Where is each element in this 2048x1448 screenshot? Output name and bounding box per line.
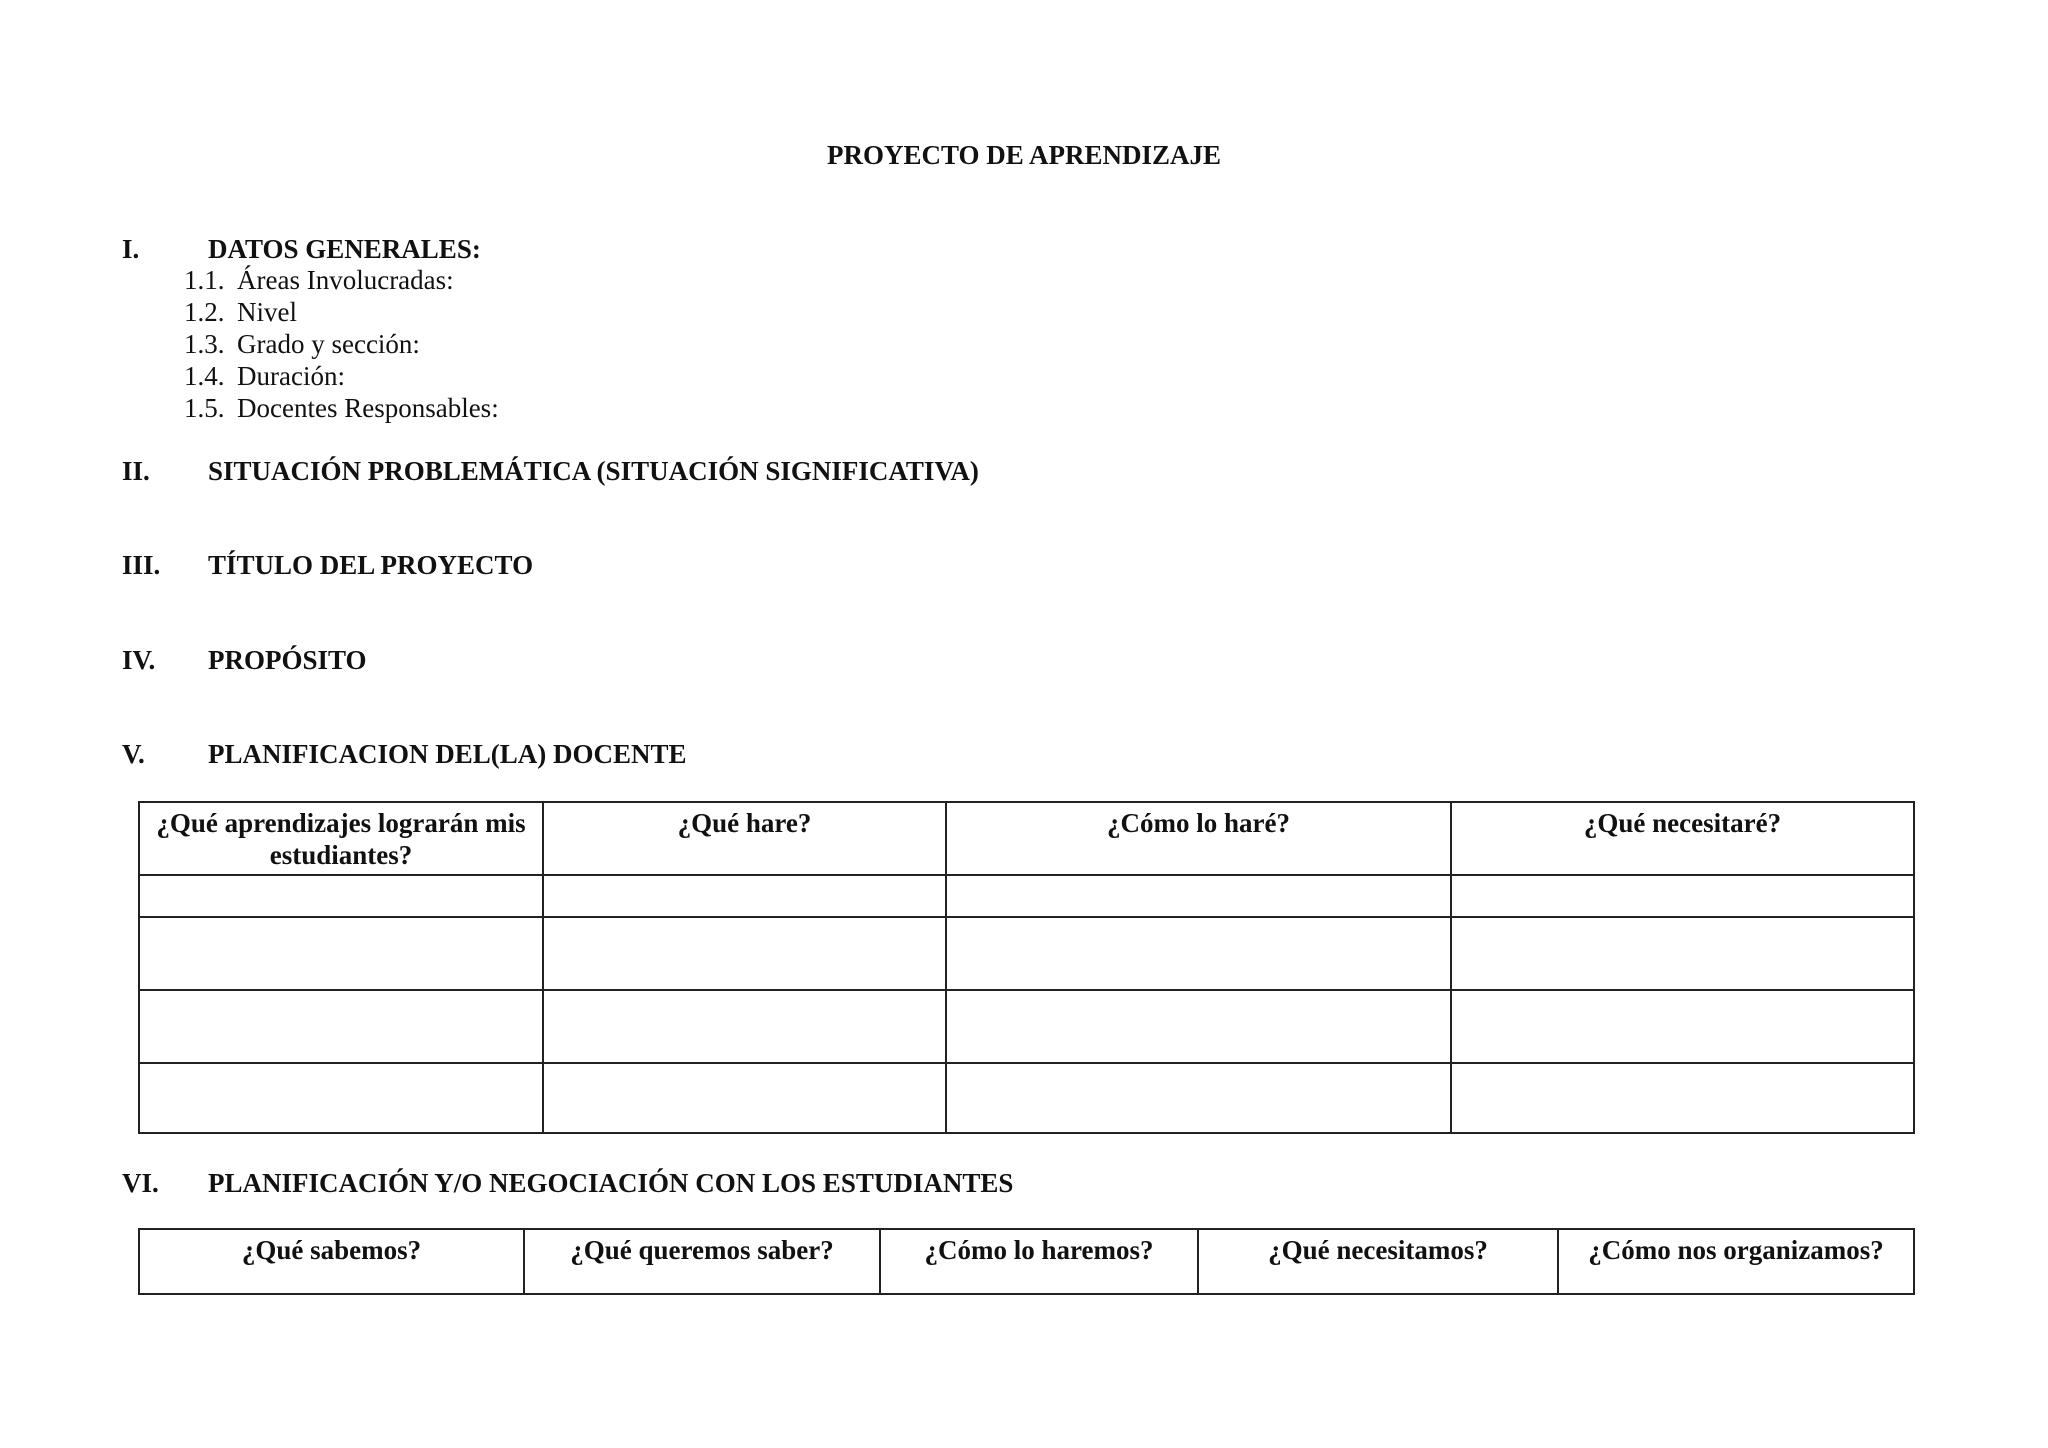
list-item-label: Grado y sección: — [237, 329, 420, 359]
table-cell[interactable] — [946, 875, 1451, 917]
section-heading-titulo — [122, 550, 533, 581]
table-planificacion-docente — [138, 801, 1915, 1134]
list-item-grado — [184, 328, 499, 360]
list-item-number: 1.2. — [184, 297, 225, 327]
list-item-number: 1.3. — [184, 329, 225, 359]
section-number: III. — [122, 550, 161, 580]
list-item-nivel — [184, 296, 499, 328]
table-cell[interactable] — [139, 917, 543, 990]
column-header: ¿Cómo lo haremos? — [880, 1229, 1198, 1294]
column-header: ¿Cómo lo haré? — [946, 802, 1451, 875]
table-cell[interactable] — [543, 990, 946, 1063]
list-item-duracion — [184, 360, 499, 392]
table-cell[interactable] — [946, 917, 1451, 990]
section-number: VI. — [122, 1168, 159, 1198]
table-cell[interactable] — [1451, 875, 1914, 917]
section-label: PLANIFICACION DEL(LA) DOCENTE — [208, 739, 687, 769]
list-item-docentes — [184, 392, 499, 424]
document-title: PROYECTO DE APRENDIZAJE — [826, 140, 1222, 170]
column-header: ¿Qué necesitamos? — [1198, 1229, 1558, 1294]
section-label: PROPÓSITO — [208, 645, 367, 675]
table-negociacion-estudiantes — [138, 1228, 1915, 1295]
section-number: I. — [122, 234, 140, 264]
table-row — [139, 990, 1914, 1063]
table-cell[interactable] — [1451, 1063, 1914, 1133]
section-label: DATOS GENERALES: — [208, 234, 481, 264]
table-cell[interactable] — [946, 1063, 1451, 1133]
section-label: TÍTULO DEL PROYECTO — [208, 550, 534, 580]
table-cell[interactable] — [543, 917, 946, 990]
section-number: V. — [122, 739, 145, 769]
table-cell[interactable] — [1451, 990, 1914, 1063]
table-cell[interactable] — [543, 875, 946, 917]
table-row — [139, 875, 1914, 917]
column-header: ¿Qué sabemos? — [139, 1229, 524, 1294]
section-heading-negociacion — [122, 1168, 1013, 1199]
list-item-number: 1.5. — [184, 393, 225, 423]
list-item-number: 1.4. — [184, 361, 225, 391]
section-label: SITUACIÓN PROBLEMÁTICA (SITUACIÓN SIGNIFICATIVA) — [208, 456, 979, 486]
section-label: PLANIFICACIÓN Y/O NEGOCIACIÓN CON LOS ESTUDIANTES — [208, 1168, 1014, 1198]
table-row — [139, 1063, 1914, 1133]
table-cell[interactable] — [139, 1063, 543, 1133]
list-item-areas — [184, 264, 499, 296]
table-row — [139, 917, 1914, 990]
column-header: ¿Qué necesitaré? — [1451, 802, 1914, 875]
list-item-label: Áreas Involucradas: — [237, 265, 454, 295]
table-header-row — [139, 802, 1914, 875]
column-header: ¿Qué aprendizajes lograrán mis estudiantes? — [139, 802, 543, 875]
table-cell[interactable] — [543, 1063, 946, 1133]
list-item-label: Nivel — [237, 297, 297, 327]
column-header: ¿Qué queremos saber? — [524, 1229, 880, 1294]
table-cell[interactable] — [946, 990, 1451, 1063]
section-heading-proposito — [122, 645, 367, 676]
table-cell[interactable] — [139, 990, 543, 1063]
section-number: II. — [122, 456, 150, 486]
datos-generales-list — [184, 264, 499, 424]
list-item-number: 1.1. — [184, 265, 225, 295]
column-header: ¿Qué hare? — [543, 802, 946, 875]
section-heading-situacion — [122, 456, 979, 487]
list-item-label: Duración: — [237, 361, 345, 391]
section-number: IV. — [122, 645, 156, 675]
list-item-label: Docentes Responsables: — [237, 393, 499, 423]
table-cell[interactable] — [1451, 917, 1914, 990]
section-heading-planificacion-docente — [122, 739, 687, 770]
section-heading-datos-generales — [122, 234, 481, 265]
table-cell[interactable] — [139, 875, 543, 917]
table-header-row — [139, 1229, 1914, 1294]
column-header: ¿Cómo nos organizamos? — [1558, 1229, 1914, 1294]
